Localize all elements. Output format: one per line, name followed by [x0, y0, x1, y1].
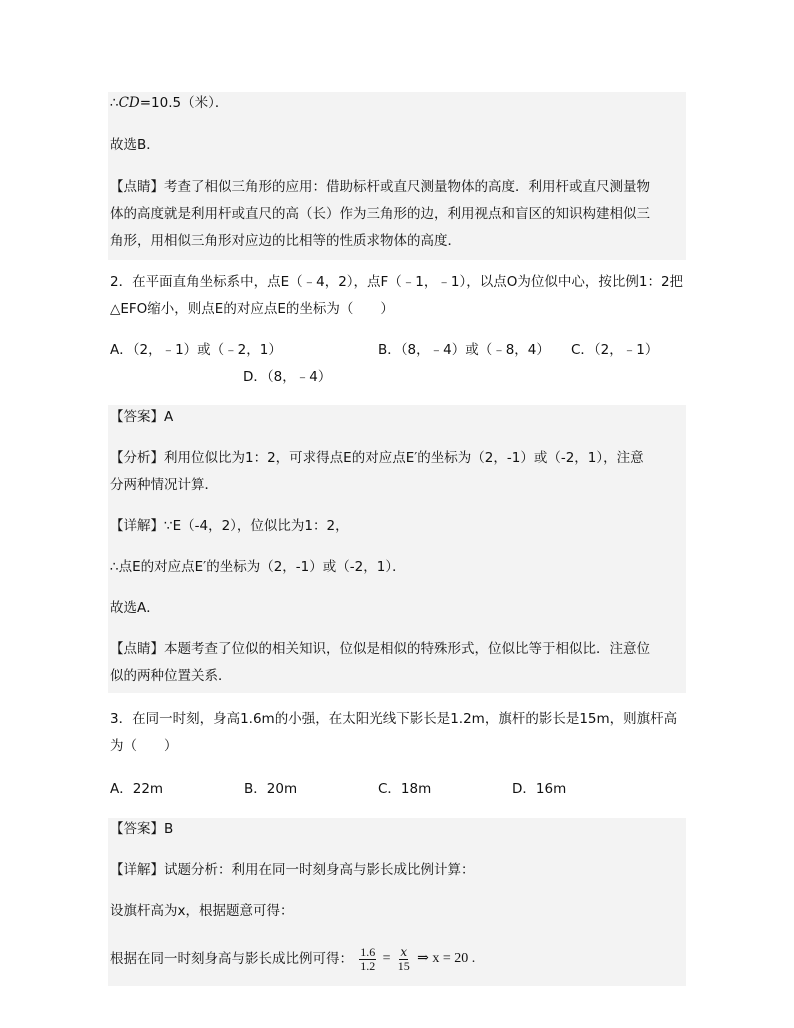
fraction-denominator: 1.2: [360, 958, 376, 973]
q3-detail-line: 【详解】试题分析：利用在同一时刻身高与影长成比例计算：: [110, 862, 475, 878]
q3-option-d: D．16m: [512, 781, 567, 797]
segment-cd: CD: [118, 95, 140, 111]
conclusion-line: [110, 94, 228, 112]
proportion-result: ⇒ x = 20 .: [417, 951, 476, 966]
q2-detail-line-1: 【详解】∵E（-4，2），位似比为1：2，: [110, 518, 349, 534]
q2-comment-line-1: 【点睛】本题考查了位似的相关知识，位似是相似的特殊形式，位似比等于相似比．注意位: [110, 641, 650, 657]
q3-option-b: B．20m: [244, 781, 298, 797]
q2-analysis-line-1: 【分析】利用位似比为1：2，可求得点E的对应点E′的坐标为（2，-1）或（-2，1），注意: [110, 450, 644, 466]
q2-analysis-line-2: 分两种情况计算．: [110, 477, 218, 493]
q3-stem-line-2: 为（ ）: [110, 738, 178, 754]
fraction-x-over-15: [397, 946, 411, 973]
q2-option-d: D．（8，﹣4）: [243, 369, 332, 385]
q3-stem-line-1: 3．在同一时刻，身高1.6m的小强，在太阳光线下影长是1.2m，旗杆的影长是15m，则旗杆高: [110, 711, 678, 727]
q3-option-a: A．22m: [110, 781, 164, 797]
q3-setup-line: 设旗杆高为x，根据题意可得：: [110, 903, 294, 919]
q2-answer: 【答案】A: [110, 409, 174, 425]
q2-comment-line-2: 似的两种位置关系．: [110, 668, 232, 684]
q2-stem-line-2: △EFO缩小，则点E的对应点E的坐标为（ ）: [110, 301, 394, 317]
q3-proportion-line: [110, 941, 475, 977]
q2-option-a: A．（2，﹣1）或（﹣2，1）: [110, 342, 282, 358]
proportion-prefix: 根据在同一时刻身高与影长成比例可得：: [110, 951, 353, 967]
fraction-1-6-over-1-2: [359, 946, 376, 973]
comment-line-2: 体的高度就是利用杆或直尺的高（长）作为三角形的边，利用视点和盲区的知识构建相似三: [110, 206, 650, 222]
fraction-numerator: 1.6: [360, 944, 376, 959]
conclusion-value: =10.5（米）．: [139, 95, 229, 111]
q2-detail-line-3: 故选A．: [110, 600, 160, 616]
q3-option-c: C．18m: [378, 781, 432, 797]
therefore-symbol: ∴: [110, 95, 119, 111]
comment-line-3: 角形，用相似三角形对应边的比相等的性质求物体的高度．: [110, 233, 461, 249]
q2-stem-line-1: 2．在平面直角坐标系中，点E（﹣4，2），点F（﹣1，﹣1），以点O为位似中心，按比例1：2把: [110, 274, 684, 290]
fraction-numerator: x: [400, 944, 408, 959]
comment-line-1: 【点睛】考查了相似三角形的应用：借助标杆或直尺测量物体的高度．利用杆或直尺测量物: [110, 179, 650, 195]
q2-option-b: B．（8，﹣4）或（﹣8，4）: [378, 342, 550, 358]
choice-line: 故选B．: [110, 137, 160, 153]
equals-sign: =: [382, 951, 391, 966]
q3-answer: 【答案】B: [110, 821, 174, 837]
fraction-denominator: 15: [397, 958, 410, 973]
q2-option-c: C．（2，﹣1）: [571, 342, 659, 358]
q2-detail-line-2: ∴点E的对应点E′的坐标为（2，-1）或（-2，1）．: [110, 559, 406, 575]
